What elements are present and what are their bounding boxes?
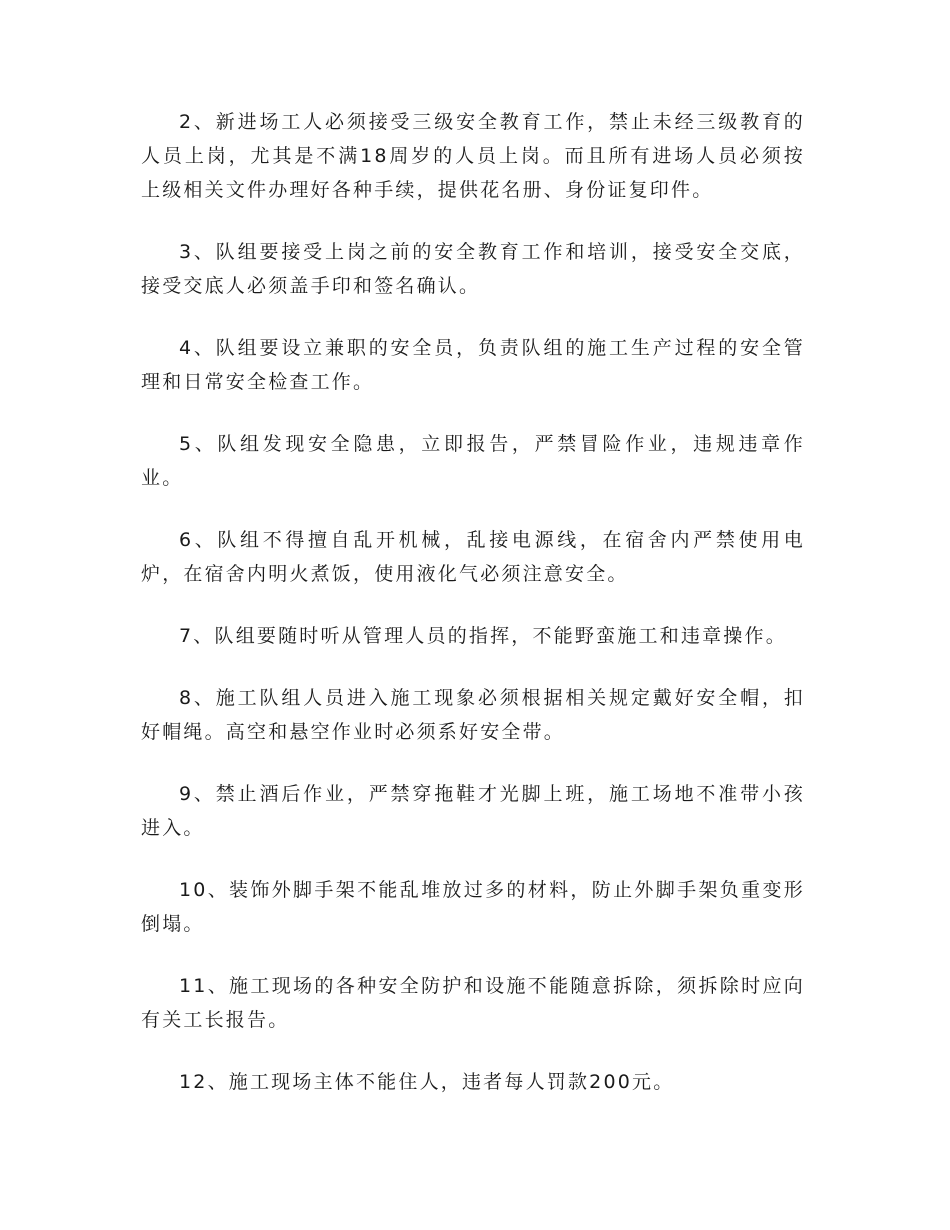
paragraph-item-11: 11、施工现场的各种安全防护和设施不能随意拆除，须拆除时应向有关工长报告。 [141, 975, 805, 1031]
paragraph-item-7: 7、队组要随时听从管理人员的指挥，不能野蛮施工和违章操作。 [179, 625, 787, 647]
paragraph-item-6: 6、队组不得擅自乱开机械，乱接电源线，在宿舍内严禁使用电炉，在宿舍内明火煮饭，使用液化气必须注意安全。 [141, 529, 805, 585]
paragraph-item-5: 5、队组发现安全隐患，立即报告，严禁冒险作业，违规违章作业。 [141, 433, 805, 489]
paragraph-item-10: 10、装饰外脚手架不能乱堆放过多的材料，防止外脚手架负重变形倒塌。 [141, 879, 805, 935]
paragraph-item-2: 2、新进场工人必须接受三级安全教育工作，禁止未经三级教育的人员上岗，尤其是不满18周岁的人员上岗。而且所有进场人员必须按上级相关文件办理好各种手续，提供花名册、身份证复印件。 [141, 111, 805, 201]
document-body [141, 105, 805, 1127]
paragraph-item-3: 3、队组要接受上岗之前的安全教育工作和培训，接受安全交底，接受交底人必须盖手印和签名确认。 [141, 241, 805, 297]
paragraph-item-4: 4、队组要设立兼职的安全员，负责队组的施工生产过程的安全管理和日常安全检查工作。 [141, 337, 805, 393]
paragraph-item-8: 8、施工队组人员进入施工现象必须根据相关规定戴好安全帽，扣好帽绳。高空和悬空作业时必须系好安全带。 [141, 687, 805, 743]
paragraph-item-12: 12、施工现场主体不能住人，违者每人罚款200元。 [179, 1071, 675, 1093]
paragraph-item-9: 9、禁止酒后作业，严禁穿拖鞋才光脚上班，施工场地不准带小孩进入。 [141, 783, 805, 839]
